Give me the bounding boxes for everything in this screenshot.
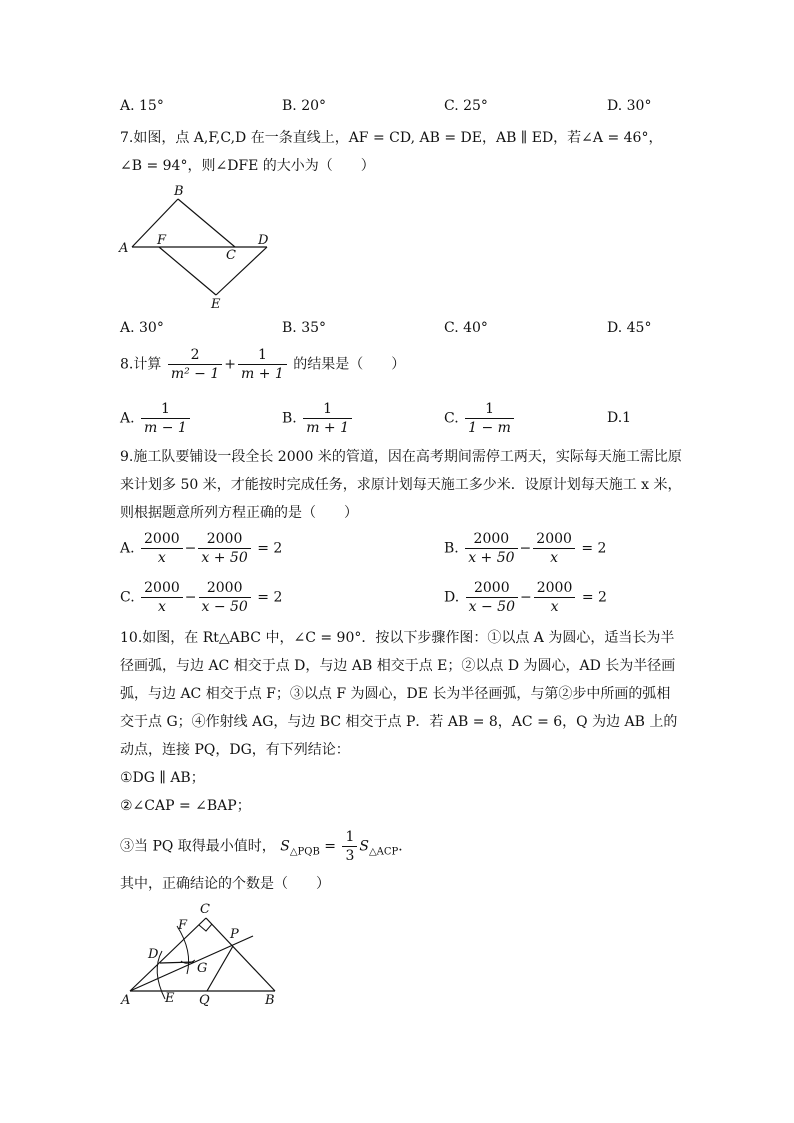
q10-label-d: D [148,947,159,962]
q9-option-c-d1: x [157,599,166,615]
q10-label-q: Q [199,993,210,1008]
q8-option-b-den: m + 1 [306,420,350,436]
q8-frac1-den: m² − 1 [170,366,220,382]
q9-option-d-d2: x [550,599,559,615]
q9-stem-line3: 则根据题意所列方程正确的是（ ） [120,505,358,521]
q9-option-a-d2: x + 50 [201,550,248,566]
q10-label-e: E [165,991,175,1006]
q8-option-a [120,400,192,437]
q9-option-b: B. $\frac{2000}{x + 50}$ − $\frac{2000}{x}$ = 2 [444,531,607,566]
q7-stem-line1: 7.如图，点 A,F,C,D 在一条直线上，AF = CD, AB = DE，AB ∥ ED，若∠A = 46°， [120,130,663,146]
q10-conclusion-1: ①DG ∥ AB； [120,770,205,786]
q8-option-c-num: 1 [465,400,514,419]
q9-option-c-n1: 2000 [141,579,183,598]
q9-stem-line1: 9.施工队要铺设一段全长 2000 米的管道，因在高考期间需停工两天，实际每天施工需比原 [120,449,682,465]
q8-option-a-num: 1 [141,400,190,419]
q8-frac1-num: 2 [168,346,222,365]
q9-option-b-n2: 2000 [533,530,575,549]
q9-option-b-n1: 2000 [465,530,517,549]
q6-option-c: C. 25° [444,98,488,114]
q10-label-c: C [200,902,210,917]
q8-plus: + [224,356,236,373]
q9-option-d-d1: x − 50 [468,599,515,615]
q8-fraction-2 [238,346,287,383]
q7-label-e: E [211,297,221,312]
q8-stem [120,346,405,383]
q10-conclusion-3 [120,828,412,865]
q9-stem-line2: 来计划多 50 米，才能按时完成任务，求原计划每天施工多少米．设原计划每天施工 x 米， [120,477,682,493]
q8-option-c-label: C. [444,410,459,427]
q9-option-b-rhs: = 2 [581,540,607,557]
q9-option-d-n1: 2000 [466,579,518,598]
q7-option-c: C. 40° [444,320,488,336]
q10-stem-line5: 动点，连接 PQ，DG，有下列结论： [120,742,350,758]
q9-option-d-label: D. [444,589,460,606]
q10-stem-line3: 弧，与边 AC 相交于点 F；③以点 F 为圆心，DE 长为半径画弧，与第②步中所画的弧相 [120,686,671,702]
q9-option-a: A. $\frac{2000}{x}$ − $\frac{2000}{x + 50}$ = 2 [120,531,283,566]
q8-fraction-1 [168,346,222,383]
q10-c3-end: ． [398,838,413,855]
q9-option-a-label: A. [120,540,135,557]
q10-c3-s1: S [280,838,290,855]
q8-option-b [282,400,354,437]
q9-option-c: C. $\frac{2000}{x}$ − $\frac{2000}{x - 50}$ = 2 [120,580,283,615]
q7-figure [115,180,285,312]
q7-label-f: F [157,233,167,248]
q9-option-a-n1: 2000 [141,530,183,549]
q10-label-f: F [178,918,188,933]
q9-option-b-d1: x + 50 [468,550,515,566]
q10-label-p: P [230,927,239,942]
q9-option-d-n2: 2000 [534,579,576,598]
q9-option-c-n2: 2000 [199,579,251,598]
q6-option-a: A. 15° [120,98,164,114]
q7-option-a: A. 30° [120,320,164,336]
q8-frac2-den: m + 1 [240,366,284,382]
q9-option-a-rhs: = 2 [257,540,283,557]
q8-option-b-label: B. [282,410,297,427]
q8-suffix: 的结果是（ ） [293,356,406,373]
q8-frac2-num: 1 [238,346,287,365]
q10-label-g: G [197,961,208,976]
q10-c3-eq: = [319,838,341,855]
q8-option-a-den: m − 1 [144,420,187,436]
q8-option-d: D.1 [607,410,632,426]
q8-option-b-num: 1 [303,400,352,419]
q9-option-d: D. $\frac{2000}{x - 50}$ − $\frac{2000}{x}$ = 2 [444,580,607,615]
q7-label-b: B [174,184,184,199]
q10-c3-sub2: △ACP [368,846,399,858]
q10-question-line: 其中，正确结论的个数是（ ） [120,876,330,892]
q10-stem-line2: 径画弧，与边 AC 相交于点 D，与边 AB 相交于点 E；②以点 D 为圆心，AD 长为半径画 [120,658,676,674]
q9-option-b-label: B. [444,540,459,557]
q6-option-b: B. 20° [282,98,327,114]
q9-option-c-rhs: = 2 [257,589,283,606]
q8-prefix: 8.计算 [120,356,162,373]
q10-c3-sub1: △PQB [289,846,320,858]
q9-option-c-d2: x − 50 [201,599,248,615]
q10-stem-line4: 交于点 G；④作射线 AG，与边 BC 相交于点 P．若 AB = 8，AC = 6，Q 为边 AB 上的 [120,714,678,730]
q7-stem-line2: ∠B = 94°，则∠DFE 的大小为（ ） [120,158,375,174]
q8-option-a-label: A. [120,410,135,427]
q7-option-d: D. 45° [607,320,652,336]
q8-option-c [444,400,516,437]
q10-label-a: A [121,993,131,1008]
q10-c3-s2: S [359,838,369,855]
q9-option-d-rhs: = 2 [581,589,607,606]
q7-label-d: D [258,233,269,248]
q6-option-d: D. 30° [607,98,652,114]
q10-c3-num: 1 [342,828,357,847]
q9-option-a-n2: 2000 [198,530,250,549]
q9-option-b-d2: x [550,550,559,566]
q7-label-a: A [119,241,129,256]
q9-option-c-label: C. [120,589,135,606]
q10-label-b: B [265,993,275,1008]
q7-option-b: B. 35° [282,320,327,336]
q10-figure [115,896,290,1011]
q8-option-c-den: 1 − m [468,420,511,436]
q9-option-a-d1: x [157,550,166,566]
q10-c3-prefix: ③当 PQ 取得最小值时， [120,838,276,855]
q7-label-c: C [226,248,236,263]
q10-conclusion-2: ②∠CAP = ∠BAP； [120,798,251,814]
q10-stem-line1: 10.如图，在 Rt△ABC 中，∠C = 90°．按以下步骤作图：①以点 A 为圆心，适当长为半 [120,630,675,646]
q10-c3-den: 3 [345,848,355,864]
